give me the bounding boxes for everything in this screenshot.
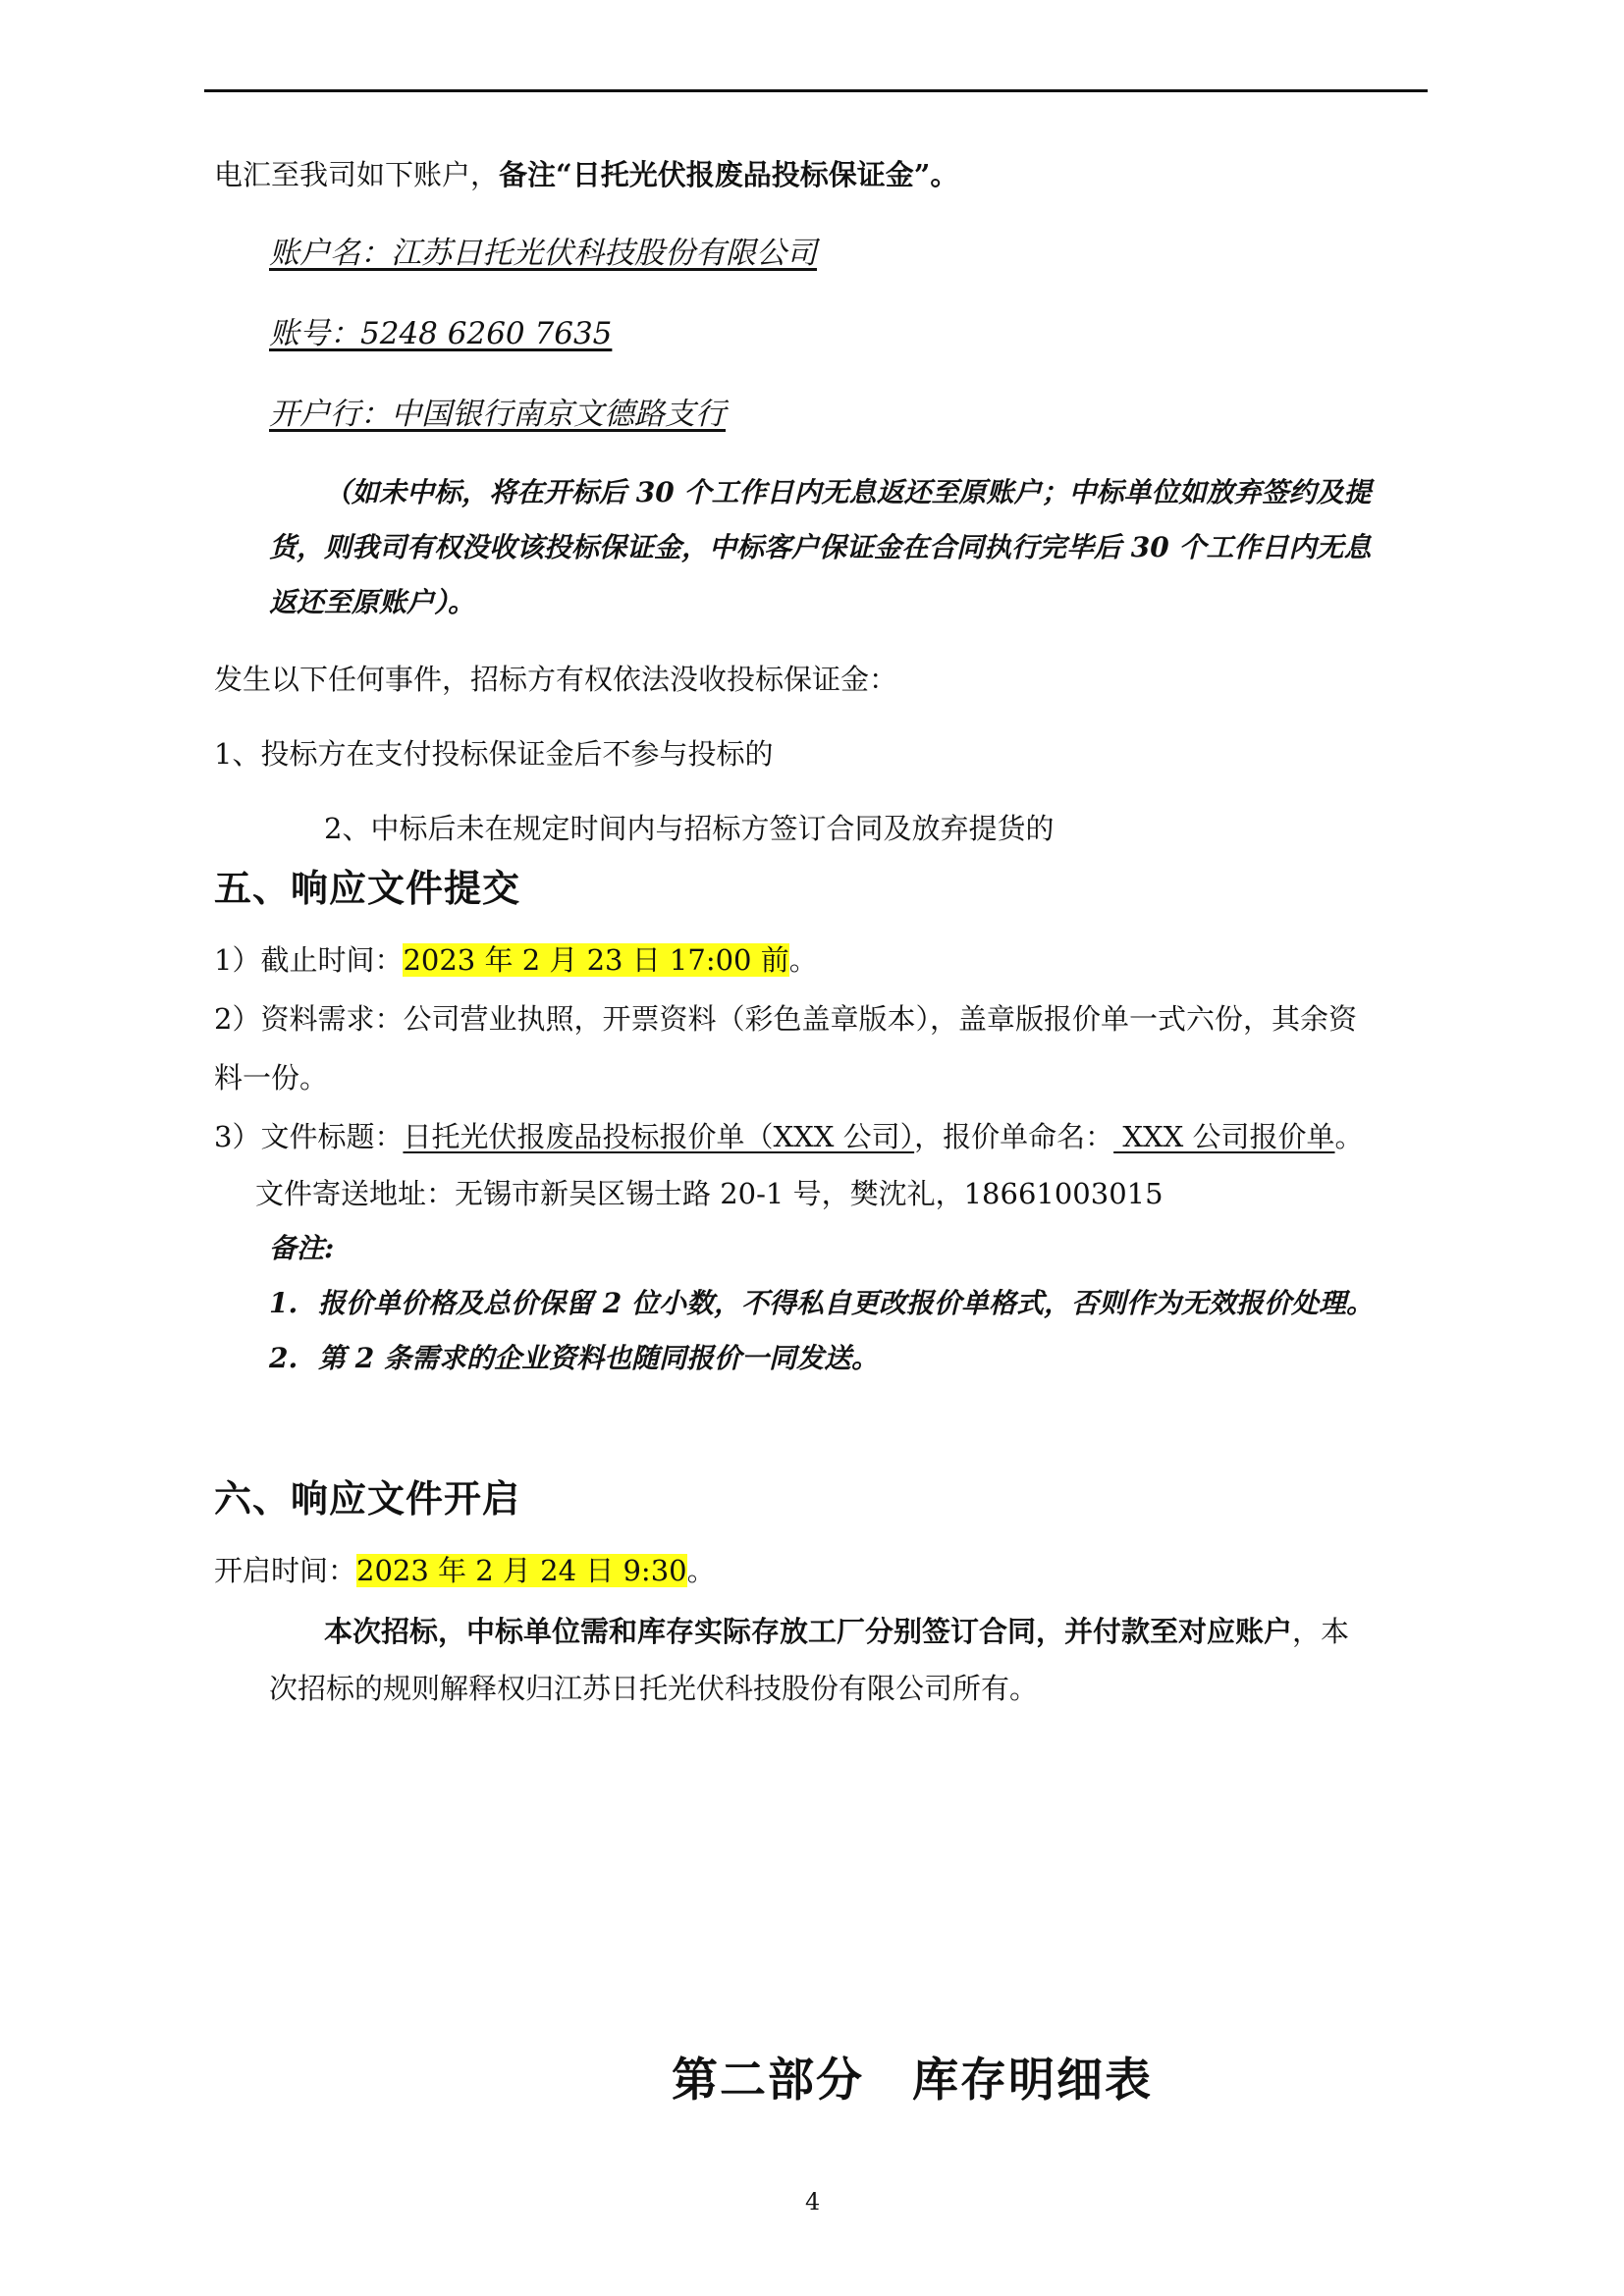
section-5-title: 五、响应文件提交 — [214, 867, 521, 910]
file-naming-suffix: 。 — [1334, 1120, 1364, 1153]
header-rule — [204, 89, 1428, 92]
forfeit-item-1: 1、投标方在支付投标保证金后不参与投标的 — [214, 737, 774, 771]
open-time-line — [214, 1551, 716, 1590]
intro-remark: 备注“日托光伏报废品投标保证金”。 — [499, 158, 959, 191]
closing-line1 — [324, 1612, 1349, 1651]
part-2-title: 第二部分 库存明细表 — [672, 2054, 1153, 2108]
intro-text: 电汇至我司如下账户， — [214, 158, 500, 191]
open-time-value: 2023 年 2 月 24 日 9:30 — [356, 1554, 687, 1587]
remark-2-number: 2. — [269, 1342, 298, 1374]
remark-1 — [269, 1284, 1374, 1323]
file-naming-value: XXX 公司报价单 — [1113, 1120, 1335, 1153]
remark-2 — [269, 1339, 879, 1378]
mailing-address: 文件寄送地址：无锡市新吴区锡士路 20-1 号，樊沈礼，18661003015 — [255, 1177, 1164, 1210]
remarks-label: 备注: — [269, 1232, 335, 1264]
open-time-suffix: 。 — [686, 1554, 716, 1587]
closing-line2: 次招标的规则解释权归江苏日托光伏科技股份有限公司所有。 — [269, 1672, 1039, 1705]
deadline-value: 2023 年 2 月 23 日 17:00 前 — [403, 943, 789, 977]
file-naming-label: ，报价单命名： — [914, 1120, 1114, 1153]
refund-note-line2: 货，则我司有权没收该投标保证金，中标客户保证金在合同执行完毕后 30 个工作日内无息 — [269, 531, 1372, 563]
remark-2-text: 第 2 条需求的企业资料也随同报价一同发送。 — [318, 1342, 879, 1374]
remark-1-number: 1. — [269, 1287, 298, 1319]
materials-line1: 2）资料需求：公司营业执照，开票资料（彩色盖章版本），盖章版报价单一式六份，其余资 — [214, 1002, 1357, 1036]
materials-line2: 料一份。 — [214, 1061, 329, 1095]
remark-1-text: 报价单价格及总价保留 2 位小数，不得私自更改报价单格式，否则作为无效报价处理。 — [318, 1287, 1374, 1319]
forfeit-item-2: 2、中标后未在规定时间内与招标方签订合同及放弃提货的 — [324, 812, 1055, 845]
account-name: 账户名：江苏日托光伏科技股份有限公司 — [269, 236, 817, 271]
section-6-title: 六、响应文件开启 — [214, 1477, 521, 1521]
deadline-suffix: 。 — [788, 943, 818, 977]
file-title-label: 3）文件标题： — [214, 1120, 404, 1153]
intro-paragraph — [214, 155, 958, 194]
account-bank: 开户行：中国银行南京文德路支行 — [269, 397, 726, 432]
open-time-label: 开启时间： — [214, 1554, 357, 1587]
file-title-line — [214, 1117, 1364, 1156]
forfeit-intro: 发生以下任何事件，招标方有权依法没收投标保证金： — [214, 663, 898, 696]
page-number: 4 — [805, 2188, 821, 2216]
account-number: 账号：5248 6260 7635 — [269, 316, 613, 351]
closing-bold-text: 本次招标，中标单位需和库存实际存放工厂分别签订合同，并付款至对应账户 — [324, 1615, 1293, 1648]
closing-rest: ，本 — [1292, 1615, 1350, 1648]
deadline-label: 1）截止时间： — [214, 943, 404, 977]
file-title-value: 日托光伏报废品投标报价单（XXX 公司） — [403, 1120, 915, 1153]
refund-note-line1: （如未中标，将在开标后 30 个工作日内无息返还至原账户；中标单位如放弃签约及提 — [324, 476, 1372, 508]
refund-note-line3: 返还至原账户）。 — [269, 586, 476, 618]
deadline-line — [214, 940, 818, 980]
